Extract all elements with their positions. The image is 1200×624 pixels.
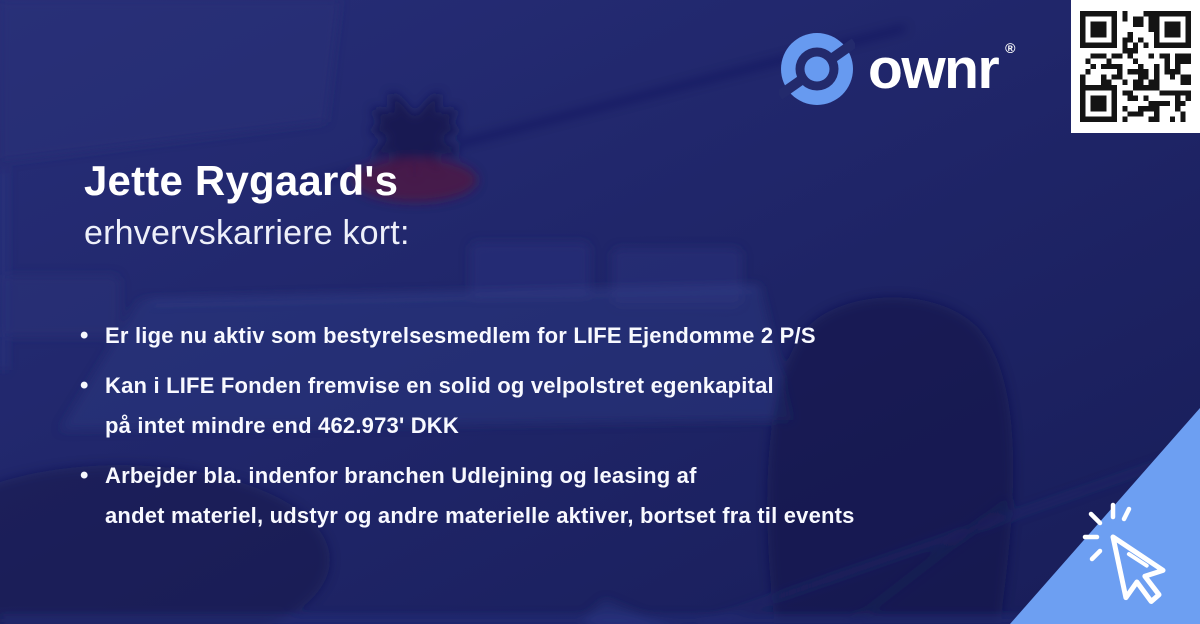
- ownr-logo: [779, 30, 1015, 108]
- list-item: [80, 366, 1020, 446]
- bullet-text-line: på intet mindre end 462.973' DKK: [105, 413, 459, 438]
- bullet-text-line: Er lige nu aktiv som bestyrelsesmedlem for LIFE Ejendomme 2 P/S: [105, 323, 816, 348]
- cursor-click-icon: [1040, 455, 1200, 624]
- card-subtitle: erhvervskarriere kort:: [84, 214, 410, 252]
- bullet-dot-icon: •: [80, 372, 89, 399]
- bullet-dot-icon: •: [80, 462, 89, 489]
- bullet-text-line: andet materiel, udstyr og andre materielle aktiver, bortset fra til events: [105, 503, 855, 528]
- list-item: [80, 456, 1020, 536]
- bullet-text-line: Kan i LIFE Fonden fremvise en solid og velpolstret egenkapital: [105, 373, 774, 398]
- bullet-dot-icon: •: [80, 322, 89, 349]
- ownr-circle-swoosh-icon: [779, 31, 855, 107]
- qr-code-pattern: [1080, 11, 1191, 122]
- qr-code: [1071, 0, 1200, 133]
- registered-trademark-symbol: ®: [1005, 40, 1016, 56]
- bullet-text-line: Arbejder bla. indenfor branchen Udlejning og leasing af: [105, 463, 697, 488]
- ownr-logo-text: ownr: [868, 36, 999, 101]
- card-title: Jette Rygaard's: [84, 157, 399, 204]
- list-item: [80, 316, 1020, 356]
- career-bullets: [80, 316, 1020, 546]
